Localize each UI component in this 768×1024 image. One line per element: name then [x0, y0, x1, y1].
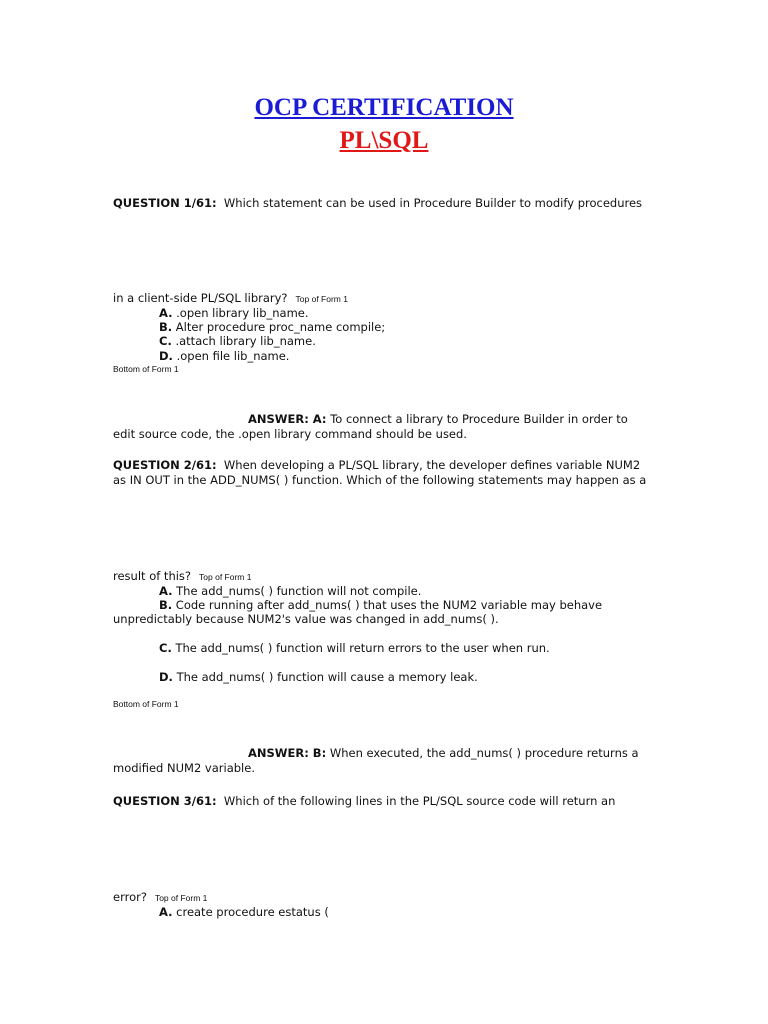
q2-answer: ANSWER: B: When executed, the add_nums( ) procedure returns a	[248, 746, 639, 760]
question-3-cont: error? Top of Form 1	[113, 890, 208, 904]
question-2-label: QUESTION 2/61:	[113, 458, 217, 472]
page-subtitle: PL\SQL	[339, 127, 429, 154]
form-top-marker: Top of Form 1	[199, 572, 252, 582]
question-2-cont: result of this? Top of Form 1	[113, 569, 252, 583]
form-bottom-marker: Bottom of Form 1	[113, 364, 179, 374]
q1-answer-cont: edit source code, the .open library command should be used.	[113, 427, 467, 441]
question-2-text-2: as IN OUT in the ADD_NUMS( ) function. Which of the following statements may happen as a	[113, 473, 647, 487]
q1-option-b: B. Alter procedure proc_name compile;	[159, 320, 386, 334]
form-bottom-marker: Bottom of Form 1	[113, 699, 179, 709]
q1-answer: ANSWER: A: To connect a library to Procedure Builder in order to	[248, 412, 628, 426]
q2-option-b: B. Code running after add_nums( ) that uses the NUM2 variable may behave	[159, 598, 603, 612]
form-top-marker: Top of Form 1	[295, 294, 348, 304]
q3-option-a: A. create procedure estatus (	[159, 905, 329, 919]
question-3-intro	[113, 794, 615, 808]
question-1-text: Which statement can be used in Procedure Builder to modify procedures	[223, 196, 643, 210]
q1-option-d: D. .open file lib_name.	[159, 349, 290, 363]
q2-option-c: C. The add_nums( ) function will return errors to the user when run.	[159, 641, 550, 655]
form-top-marker: Top of Form 1	[154, 893, 208, 903]
question-1-label: QUESTION 1/61:	[113, 196, 217, 210]
question-2-text: When developing a PL/SQL library, the developer defines variable NUM2	[223, 458, 641, 472]
question-1-cont	[113, 291, 348, 306]
question-1-text-cont: in a client-side PL/SQL library?	[113, 291, 288, 305]
q2-option-d: D. The add_nums( ) function will cause a memory leak.	[159, 670, 478, 684]
question-1-intro	[113, 196, 642, 210]
q2-answer-cont: modified NUM2 variable.	[113, 761, 255, 775]
question-3-label: QUESTION 3/61:	[113, 794, 217, 808]
q2-option-a: A. The add_nums( ) function will not compile.	[159, 584, 422, 598]
q1-option-c: C. .attach library lib_name.	[159, 334, 316, 348]
question-3-text: Which of the following lines in the PL/SQL source code will return an	[223, 794, 616, 808]
question-2-intro	[113, 458, 640, 472]
page-title: OCP CERTIFICATION	[254, 94, 514, 121]
q1-option-a: A. .open library lib_name.	[159, 306, 309, 320]
q2-option-b-cont: unpredictably because NUM2's value was changed in add_nums( ).	[113, 612, 499, 626]
